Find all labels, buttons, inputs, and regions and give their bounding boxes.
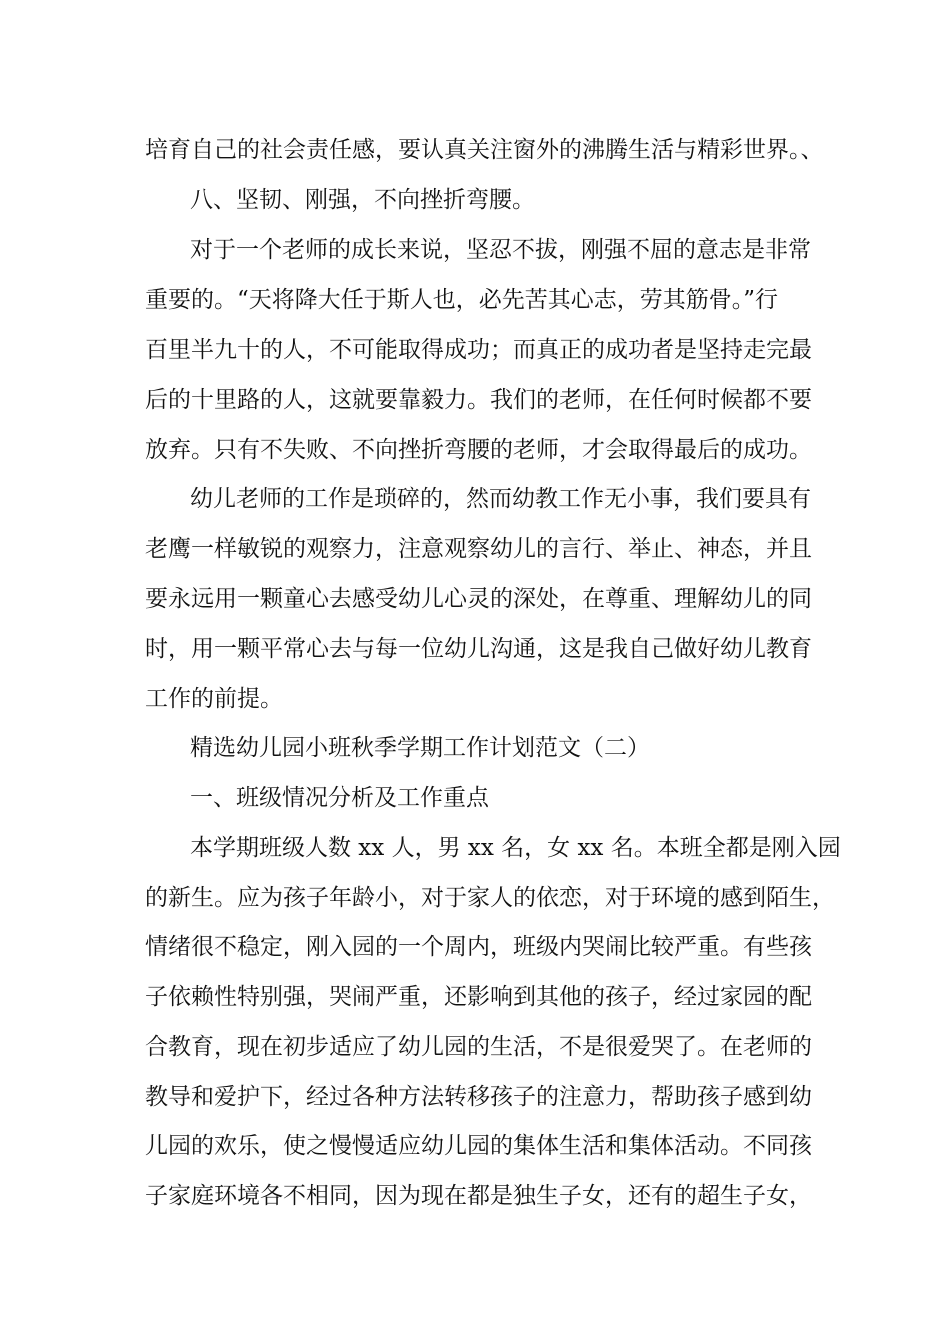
- text-line: 后的十里路的人，这就要靠毅力。我们的老师，在任何时候都不要: [145, 387, 812, 413]
- document-title: 精选幼儿园小班秋季学期工作计划范文（二）: [190, 735, 650, 761]
- text-line: 工作的前提。: [145, 686, 283, 712]
- text-line: 培育自己的社会责任感，要认真关注窗外的沸腾生活与精彩世界。、: [145, 137, 824, 163]
- text-line: 合教育，现在初步适应了幼儿园的生活，不是很爱哭了。在老师的: [145, 1034, 812, 1060]
- text-line: 重要的。“天将降大任于斯人也，必先苦其心志，劳其筋骨。”行: [145, 287, 779, 313]
- text-line: 本学期班级人数 xx 人，男 xx 名，女 xx 名。本班全都是刚入园: [190, 835, 841, 861]
- text-line: 放弃。只有不失败、不向挫折弯腰的老师，才会取得最后的成功。: [145, 437, 812, 463]
- text-line: 子家庭环境各不相同，因为现在都是独生子女，还有的超生子女，: [145, 1183, 812, 1209]
- text-line: 老鹰一样敏锐的观察力，注意观察幼儿的言行、举止、神态，并且: [145, 536, 812, 562]
- text-line: 儿园的欢乐，使之慢慢适应幼儿园的集体生活和集体活动。不同孩: [145, 1133, 812, 1159]
- text-line: 的新生。应为孩子年龄小，对于家人的依恋，对于环境的感到陌生，: [145, 885, 835, 911]
- text-line: 情绪很不稳定，刚入园的一个周内，班级内哭闹比较严重。有些孩: [145, 934, 812, 960]
- section-heading: 八、坚韧、刚强，不向挫折弯腰。: [190, 187, 535, 213]
- section-heading: 一、班级情况分析及工作重点: [190, 785, 489, 811]
- text-line: 要永远用一颗童心去感受幼儿心灵的深处，在尊重、理解幼儿的同: [145, 586, 812, 612]
- text-line: 时，用一颗平常心去与每一位幼儿沟通，这是我自己做好幼儿教育: [145, 636, 812, 662]
- text-line: 百里半九十的人，不可能取得成功；而真正的成功者是坚持走完最: [145, 337, 812, 363]
- text-line: 对于一个老师的成长来说，坚忍不拔，刚强不屈的意志是非常: [190, 237, 811, 263]
- text-line: 教导和爱护下，经过各种方法转移孩子的注意力，帮助孩子感到幼: [145, 1084, 812, 1110]
- text-line: 子依赖性特别强，哭闹严重，还影响到其他的孩子，经过家园的配: [145, 984, 812, 1010]
- text-line: 幼儿老师的工作是琐碎的，然而幼教工作无小事，我们要具有: [190, 486, 811, 512]
